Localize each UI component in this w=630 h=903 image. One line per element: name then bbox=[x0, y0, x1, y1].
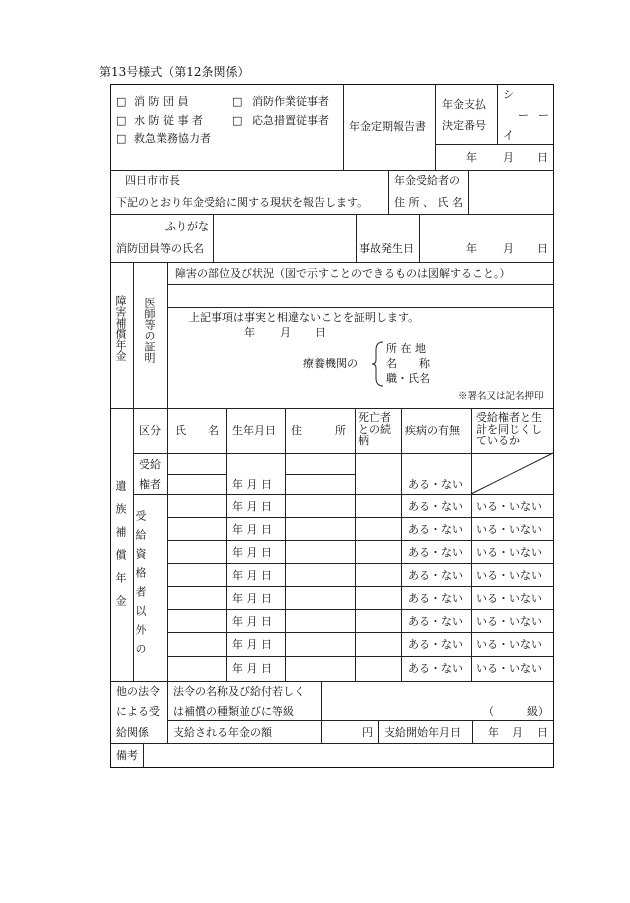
report-date-month: 月 bbox=[503, 151, 514, 164]
table-row-living: いる・いない bbox=[476, 523, 542, 536]
yen-unit: 円 bbox=[362, 726, 373, 739]
table-row-living: いる・いない bbox=[476, 638, 542, 651]
injury-description-label: 障害の部位及び状況（図で示すことのできるものは図解すること。） bbox=[175, 267, 511, 280]
col-relation: 死亡者との続柄 bbox=[358, 411, 391, 448]
table-row-living: いる・いない bbox=[476, 662, 542, 675]
table-row-living: いる・いない bbox=[476, 546, 542, 559]
report-title: 年金定期報告書 bbox=[349, 120, 426, 133]
table-row-illness: ある・ない bbox=[408, 615, 463, 628]
doctor-cert-label: 医師等の証明 bbox=[143, 297, 156, 363]
institution-name-label: 名 称 bbox=[386, 357, 430, 370]
table-row-illness: ある・ない bbox=[408, 546, 463, 559]
furigana-label: ふりがな bbox=[165, 220, 209, 233]
accident-day: 日 bbox=[537, 242, 548, 255]
seal-note: ※署名又は記名押印 bbox=[458, 391, 544, 402]
pension-no-char-i: イ bbox=[503, 129, 514, 142]
table-row-birthdate: 年 月 日 bbox=[232, 592, 272, 605]
option-flood-worker: 水 防 従 事 者 bbox=[134, 114, 203, 127]
other-law-label-line3: 給関係 bbox=[116, 726, 149, 739]
institution-label: 療養機関の bbox=[303, 357, 358, 370]
mayor-addressee: 四日市市長 bbox=[125, 174, 180, 187]
table-row-birthdate: 年 月 日 bbox=[232, 546, 272, 559]
remarks-label: 備考 bbox=[116, 749, 138, 762]
table-row-illness: ある・ない bbox=[408, 523, 463, 536]
start-day: 日 bbox=[537, 726, 548, 739]
pension-no-char-shi: シ bbox=[503, 88, 514, 101]
table-row-living: いる・いない bbox=[476, 615, 542, 628]
table-row-illness: ある・ない bbox=[408, 500, 463, 513]
table-row-illness: ある・ない bbox=[408, 638, 463, 651]
table-row-illness: ある・ない bbox=[408, 569, 463, 582]
checkbox-icon[interactable]: □ bbox=[116, 95, 127, 108]
table-row-living: いる・いない bbox=[476, 569, 542, 582]
option-emergency-worker: 応急措置従事者 bbox=[252, 114, 329, 127]
col-name: 氏 名 bbox=[175, 424, 219, 437]
table-row-illness: ある・ない bbox=[408, 592, 463, 605]
recipient-label-line1: 受給 bbox=[139, 458, 161, 471]
table-row-birthdate: 年 月 日 bbox=[232, 569, 272, 582]
recipient-illness: ある・ない bbox=[408, 478, 463, 491]
pension-no-label-1: 年金支払 bbox=[442, 98, 486, 111]
form-title: 第13号様式（第12条関係） bbox=[99, 65, 250, 79]
option-fire-member: 消 防 団 員 bbox=[134, 95, 189, 108]
law-name-label-2: は補償の種類並びに等級 bbox=[173, 705, 294, 718]
col-category: 区分 bbox=[139, 424, 161, 437]
option-firefighting-worker: 消防作業従事者 bbox=[252, 95, 329, 108]
cert-month: 月 bbox=[280, 326, 291, 339]
col-living: 受給権者と生計を同じくしているか bbox=[476, 411, 542, 448]
col-birthdate: 生年月日 bbox=[232, 424, 276, 437]
other-law-label-line1: 他の法令 bbox=[116, 685, 160, 698]
cert-year: 年 bbox=[244, 326, 255, 339]
recipient-label-line2: 権者 bbox=[139, 478, 161, 491]
others-label: 受給資格者以外の bbox=[134, 510, 147, 662]
law-name-label-1: 法令の名称及び給付若しく bbox=[173, 685, 305, 698]
accident-year: 年 bbox=[466, 242, 477, 255]
recipient-label-2: 住 所 、 氏 名 bbox=[394, 196, 463, 209]
cert-day: 日 bbox=[315, 326, 326, 339]
member-name-label: 消防団員等の氏名 bbox=[116, 242, 204, 255]
table-row-birthdate: 年 月 日 bbox=[232, 523, 272, 536]
table-row-illness: ある・ない bbox=[408, 662, 463, 675]
start-date-label: 支給開始年月日 bbox=[384, 726, 461, 739]
grade-field: （ 級） bbox=[483, 705, 549, 718]
disability-pension-label: 障害補償年金 bbox=[114, 295, 127, 361]
cert-statement: 上記事項は事実と相違ないことを証明します。 bbox=[189, 311, 420, 324]
pension-amount-label: 支給される年金の額 bbox=[173, 726, 272, 739]
col-illness: 疾病の有無 bbox=[405, 424, 460, 437]
pension-no-dash-1: ー bbox=[518, 109, 529, 122]
institution-position-label: 職・氏名 bbox=[386, 372, 430, 385]
checkbox-icon[interactable]: □ bbox=[116, 114, 127, 127]
col-address: 住 所 bbox=[291, 424, 346, 437]
report-date-day: 日 bbox=[537, 151, 548, 164]
report-statement: 下記のとおり年金受給に関する現状を報告します。 bbox=[116, 196, 369, 209]
pension-no-dash-2: ー bbox=[538, 109, 549, 122]
institution-address-label: 所 在 地 bbox=[386, 342, 426, 355]
table-row-birthdate: 年 月 日 bbox=[232, 500, 272, 513]
checkbox-icon[interactable]: □ bbox=[232, 95, 243, 108]
start-month: 月 bbox=[512, 726, 523, 739]
table-row-living: いる・いない bbox=[476, 592, 542, 605]
checkbox-icon[interactable]: □ bbox=[232, 114, 243, 127]
report-date-year: 年 bbox=[466, 151, 477, 164]
accident-date-label: 事故発生日 bbox=[359, 242, 414, 255]
pension-no-label-2: 決定番号 bbox=[442, 119, 486, 132]
table-row-living: いる・いない bbox=[476, 500, 542, 513]
checkbox-icon[interactable]: □ bbox=[116, 132, 127, 145]
option-ambulance-cooperator: 救急業務協力者 bbox=[134, 132, 211, 145]
table-row-birthdate: 年 月 日 bbox=[232, 638, 272, 651]
other-law-label-line2: による受 bbox=[116, 705, 160, 718]
table-row-birthdate: 年 月 日 bbox=[232, 662, 272, 675]
recipient-label-1: 年金受給者の bbox=[394, 174, 460, 187]
survivor-pension-label: 遺族補償年金 bbox=[114, 480, 127, 618]
accident-month: 月 bbox=[503, 242, 514, 255]
recipient-birthdate: 年 月 日 bbox=[232, 478, 272, 491]
start-year: 年 bbox=[488, 726, 499, 739]
table-row-birthdate: 年 月 日 bbox=[232, 615, 272, 628]
